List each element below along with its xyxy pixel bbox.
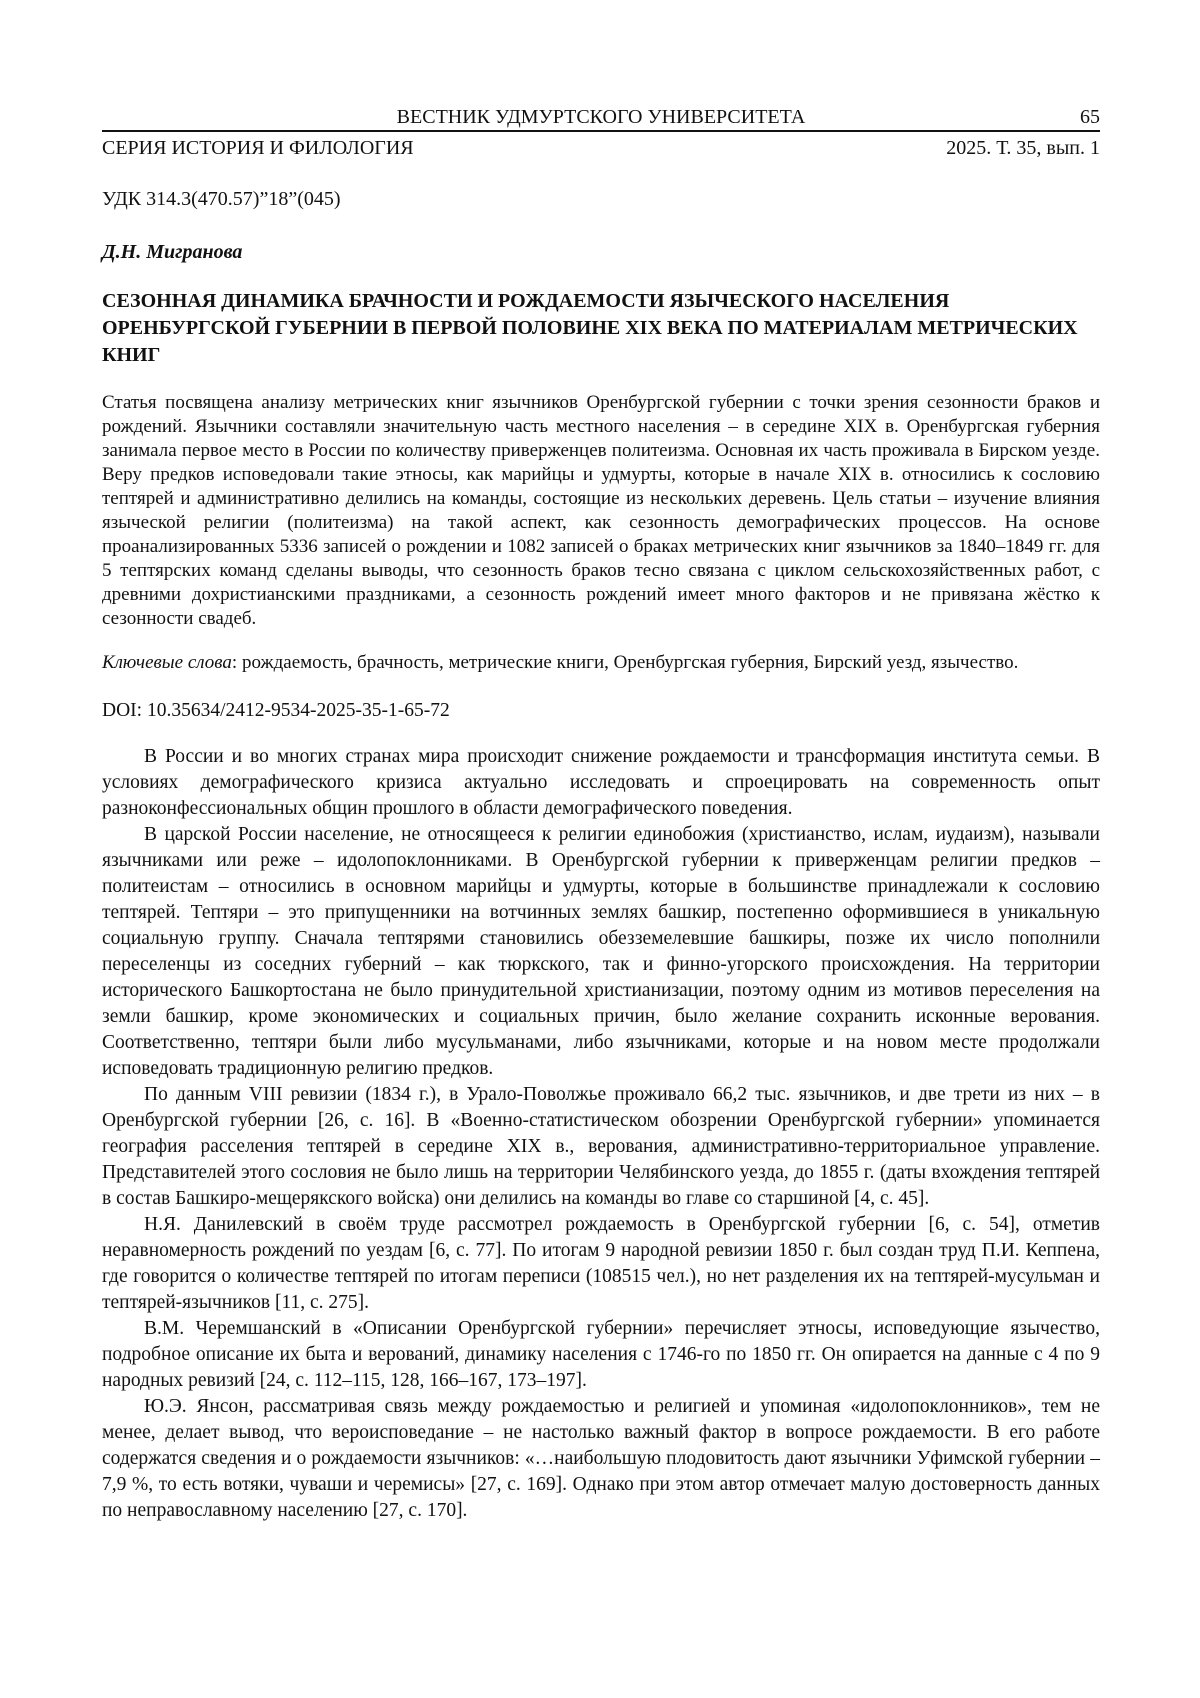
series-title: СЕРИЯ ИСТОРИЯ И ФИЛОЛОГИЯ (102, 137, 414, 159)
page-number: 65 (1080, 106, 1100, 128)
body-paragraph-intro: В России и во многих странах мира происходит снижение рождаемости и трансформация института семьи. В условиях демографического кризиса актуально исследовать и спроецировать на современность опыт разноконфессиональных общин прошлого в области демографического поведения. (102, 746, 1100, 819)
running-head-row (102, 106, 1100, 128)
body-paragraph-revision-viii: По данным VIII ревизии (1834 г.), в Урало-Поволжье проживало 66,2 тыс. язычников, и две трети из них – в Оренбургской губернии [26, с. 16]. В «Военно-статистическом обозрении Оренбургской губернии» упоминается география расселения тептярей в середине XIX в., верования, административно-территориальное управление. Представителей этого сословия не было лишь на территории Челябинского уезда, до 1855 г. (даты вхождения тептярей в состав Башкиро-мещерякского войска) они делились на команды во главе со старшиной [4, с. 45]. (102, 1084, 1100, 1209)
keywords-label: Ключевые слова (102, 652, 232, 673)
body-paragraph-cheremshansky: В.М. Черемшанский в «Описании Оренбургской губернии» перечисляет этносы, исповедующие язычество, подробное описание их быта и верований, динамику населения с 1746-го по 1850 гг. Он опирается на данные с 4 по 9 народных ревизий [24, с. 112–115, 128, 166–167, 173–197]. (102, 1318, 1100, 1391)
keywords-line (102, 651, 1100, 675)
body-paragraph-yanson: Ю.Э. Янсон, рассматривая связь между рождаемостью и религией и упоминая «идолопоклонников», тем не менее, делает вывод, что вероисповедание – не настолько важный фактор в вопросе рождаемости. В его работе содержатся сведения и о рождаемости язычников: «…наибольшую плодовитость дают язычники Уфимской губернии – 7,9 %, то есть вотяки, чуваши и черемисы» [27, с. 169]. Однако при этом автор отмечает малую достоверность данных по неправославному населению [27, с. 170]. (102, 1396, 1100, 1521)
journal-title: ВЕСТНИК УДМУРТСКОГО УНИВЕРСИТЕТА (396, 106, 806, 128)
body-paragraph-teptyari: В царской России население, не относящееся к религии единобожия (христианство, ислам, иудаизм), называли язычниками или реже – идолопоклонниками. В Оренбургской губернии к приверженцам религии предков – политеистам – относились в основном марийцы и удмурты, которые в большинстве принадлежали к сословию тептярей. Тептяри – это припущенники на вотчинных землях башкир, постепенно оформившиеся в уникальную социальную группу. Сначала тептярями становились обезземелевшие башкиры, позже их число пополнили переселенцы из соседних губерний – как тюркского, так и финно-угорского происхождения. На территории исторического Башкортостана не было принудительной христианизации, поэтому одним из мотивов переселения на земли башкир, кроме экономических и социальных причин, было желание сохранить исконные верования. Соответственно, тептяри были либо мусульманами, либо язычниками, которые и на новом месте продолжали исповедовать традиционную религию предков. (102, 824, 1100, 1079)
article-title: СЕЗОННАЯ ДИНАМИКА БРАЧНОСТИ И РОЖДАЕМОСТИ ЯЗЫЧЕСКОГО НАСЕЛЕНИЯ ОРЕНБУРГСКОЙ ГУБЕРНИИ В ПЕРВОЙ ПОЛОВИНЕ XIX ВЕКА ПО МАТЕРИАЛАМ МЕТРИЧЕСКИХ КНИГ (102, 290, 1078, 366)
article-body (102, 744, 1100, 1524)
doi-line: DOI: 10.35634/2412-9534-2025-35-1-65-72 (102, 700, 450, 721)
running-subhead (102, 137, 1100, 159)
abstract-text: Статья посвящена анализу метрических книг язычников Оренбургской губернии с точки зрения сезонности браков и рождений. Язычники составляли значительную часть местного населения – в середине XIX в. Оренбургская губерния занимала первое место в России по количеству приверженцев политеизма. Основная их часть проживала в Бирском уезде. Веру предков исповедовали такие этносы, как марийцы и удмурты, которые в начале XIX в. относились к сословию тептярей и административно делились на команды, состоящие из нескольких деревень. Цель статьи – изучение влияния языческой религии (политеизма) на такой аспект, как сезонность демографических процессов. На основе проанализированных 5336 записей о рождении и 1082 записей о браках метрических книг язычников за 1840–1849 гг. для 5 тептярских команд сделаны выводы, что сезонность браков тесно связана с циклом сельскохозяйственных работ, с древними дохристианскими праздниками, а сезонность рождений имеет много факторов и не привязана жёстко к сезонности свадеб. (102, 392, 1100, 629)
keywords-text: : рождаемость, брачность, метрические книги, Оренбургская губерния, Бирский уезд, язычество. (231, 652, 1019, 673)
running-head (102, 106, 1100, 132)
issue-info: 2025. Т. 35, вып. 1 (946, 137, 1100, 159)
author-name: Д.Н. Мигранова (102, 241, 243, 263)
udc-code: УДК 314.3(470.57)”18”(045) (102, 188, 341, 210)
body-paragraph-danilevsky: Н.Я. Данилевский в своём труде рассмотрел рождаемость в Оренбургской губернии [6, с. 54], отметив неравномерность рождений по уездам [6, с. 77]. По итогам 9 народной ревизии 1850 г. был создан труд П.И. Кеппена, где говорится о количестве тептярей по итогам переписи (108515 чел.), но нет разделения их на тептярей-мусульман и тептярей-язычников [11, с. 275]. (102, 1214, 1100, 1313)
